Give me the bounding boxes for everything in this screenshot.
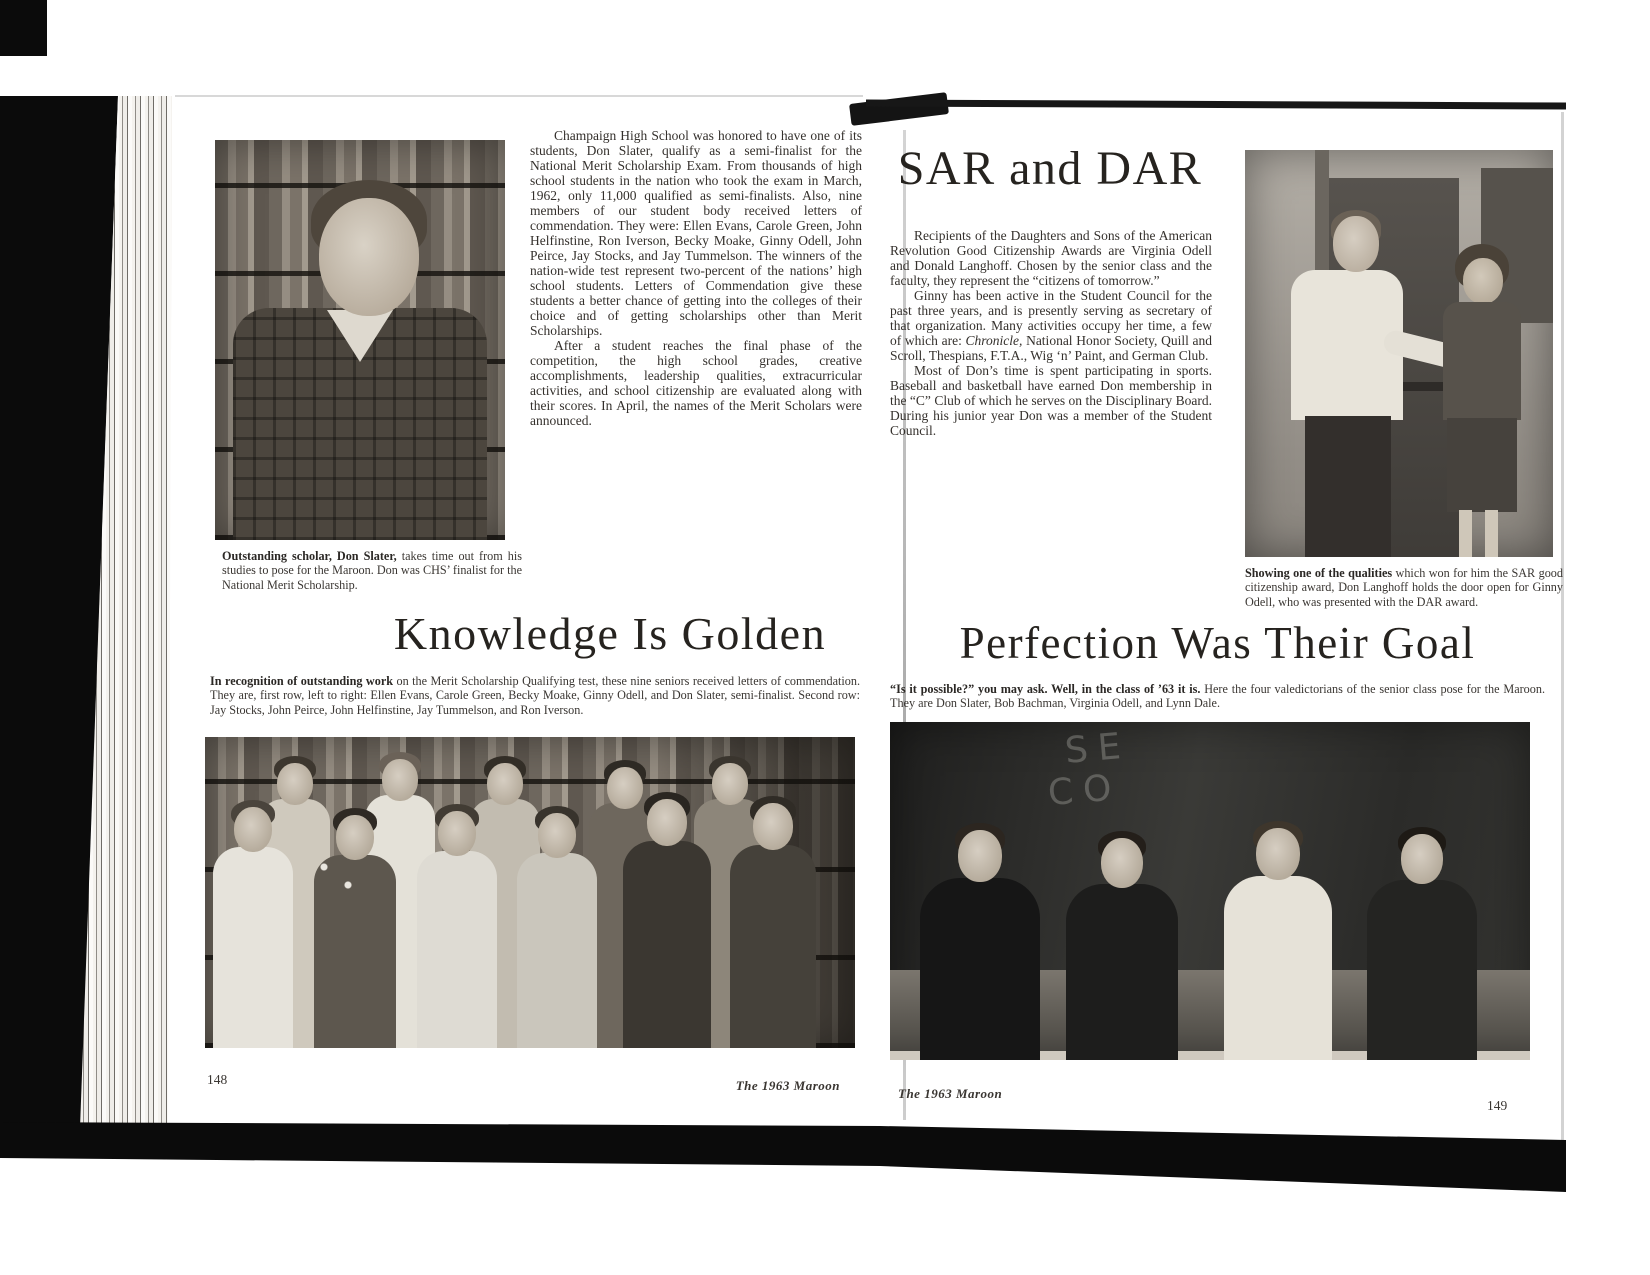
caption-lead: “Is it possible?” you may ask. Well, in the class of ’63 it is. <box>890 682 1201 696</box>
caption-lead: In recognition of outstanding work <box>210 674 394 688</box>
portrait-caption <box>222 549 522 592</box>
figure-head <box>234 807 272 852</box>
right-page <box>870 96 1565 1196</box>
figure-head <box>1256 828 1300 880</box>
figure-head <box>336 815 374 860</box>
figure-torso <box>623 841 711 1048</box>
figure-head <box>538 813 576 858</box>
figure-head <box>647 799 687 846</box>
figure-torso <box>1224 876 1332 1060</box>
figure-torso <box>417 851 497 1048</box>
figure-head <box>607 767 643 809</box>
caption-lead: Showing one of the qualities <box>1245 566 1393 580</box>
nine-seniors-group-photo <box>205 737 855 1048</box>
don-slater-portrait-photo <box>215 140 505 540</box>
figure-sweater <box>1443 302 1521 420</box>
langhoff-odell-door-photo <box>1245 150 1553 557</box>
figure-skirt <box>1447 418 1517 512</box>
figure-head <box>1463 258 1503 304</box>
right-footer-title: The 1963 Maroon <box>898 1086 1003 1101</box>
article-paragraph: Recipients of the Daughters and Sons of the American Revolution Good Citizenship Awards are Virginia Odell and Donald Langhoff. Chosen by the senior class and the faculty, they represent the “citizens of tomorrow.” <box>890 228 1212 288</box>
figure-head <box>1101 838 1143 888</box>
caption-text: Here the four valedictorians of the senior class pose for the Maroon. They are Don Slater, Bob Bachman, Virginia Odell, and Lynn Dale. <box>890 682 1545 711</box>
figure-head <box>753 803 793 850</box>
caption-text: which won for him the SAR good citizenship award, Don Langhoff holds the door open for Ginny Odell, who was presented with the DAR award. <box>1245 566 1563 609</box>
figure-head <box>958 830 1002 882</box>
caption-lead: Outstanding scholar, Don Slater, <box>222 549 397 563</box>
figure-head <box>438 811 476 856</box>
left-page <box>165 96 865 1136</box>
figure-leg <box>1459 510 1472 557</box>
figure-head <box>712 763 748 805</box>
left-footer-title: The 1963 Maroon <box>735 1078 840 1093</box>
chalkboard-scribble: SE <box>1063 725 1133 772</box>
caption-text: on the Merit Scholarship Qualifying test, these nine seniors received letters of commendation. They are, first row, left to right: Ellen Evans, Carole Green, Becky Moake, Ginny Odell, and Don Slater, semi-finalist. Second row: Jay Stocks, John Peirce, John Helfinstine, Jay Tummelson, and Ron Iverson. <box>210 674 861 717</box>
figure-torso <box>213 847 293 1048</box>
figure-torso <box>314 855 396 1048</box>
figure-head <box>1333 216 1379 272</box>
valedictorian-caption <box>890 682 1545 711</box>
figure-torso <box>1367 880 1477 1060</box>
merit-article <box>530 128 862 428</box>
right-page-number: 149 <box>1487 1098 1508 1113</box>
sar-dar-article <box>890 228 1212 438</box>
knowledge-headline: Knowledge Is Golden <box>393 608 827 659</box>
article-paragraph <box>890 288 1212 363</box>
article-paragraph: After a student reaches the final phase of the competition, the high school grades, creative accomplishments, leadership qualities, extracurricular activities, and school citizenship are evaluated along with their scores. In April, the names of the Merit Scholars were announced. <box>530 338 862 428</box>
article-text: Ginny has been active in the Student Council for the past three years, and is presently serving as secretary of that organization. Many activities occupy her time, a few of which are: <box>890 288 1212 348</box>
figure-torso <box>1066 884 1178 1060</box>
figure-torso <box>730 845 816 1048</box>
sar-dar-headline: SAR and DAR <box>897 142 1203 195</box>
article-paragraph: Most of Don’s time is spent participating in sports. Baseball and basketball have earned Don membership in the “C” Club of which he serves on the Disciplinary Board. During his junior year Don was a member of the Student Council. <box>890 363 1212 438</box>
valedictorians-table-photo <box>890 722 1530 1060</box>
caption-text: takes time out from his studies to pose for the Maroon. Don was CHS’ finalist for the National Merit Scholarship. <box>222 549 522 592</box>
figure-head <box>319 198 419 316</box>
perfection-headline: Perfection Was Their Goal <box>959 618 1476 668</box>
scan-corner-block <box>0 0 47 56</box>
figure-trousers <box>1305 416 1391 557</box>
figure-leg <box>1485 510 1498 557</box>
door-caption <box>1245 566 1563 609</box>
figure-torso <box>517 853 597 1048</box>
figure-head <box>382 759 418 801</box>
figure-head <box>1401 834 1443 884</box>
group-caption <box>210 674 860 717</box>
article-paragraph: Champaign High School was honored to have one of its students, Don Slater, qualify as a semi-finalist for the National Merit Scholarship Exam. From thousands of high school students in the nation who took the exam in March, 1962, only 11,000 qualified as semi-finalists. Also, nine members of our student body received letters of commendation. They were: Ellen Evans, Carole Green, John Helfinstine, Ron Iverson, Becky Moake, Ginny Odell, John Peirce, Jay Stocks, and Jay Tummelson. The winners of the nation-wide test represent two-percent of the nations’ high school students. Letters of Commendation give these students a better chance of getting into the colleges of their choice and of getting scholarships other than Merit Scholarships. <box>530 128 862 338</box>
chalkboard-scribble: CO <box>1046 766 1124 815</box>
figure-head <box>487 763 523 805</box>
article-text: National Honor Society, Quill and Scroll, Thespians, F.T.A., Wig ‘n’ Paint, and German Club. <box>890 333 1213 363</box>
figure-torso <box>920 878 1040 1060</box>
article-italic-chronicle: Chronicle, <box>965 333 1023 348</box>
left-page-number: 148 <box>207 1072 228 1087</box>
figure-head <box>277 763 313 805</box>
